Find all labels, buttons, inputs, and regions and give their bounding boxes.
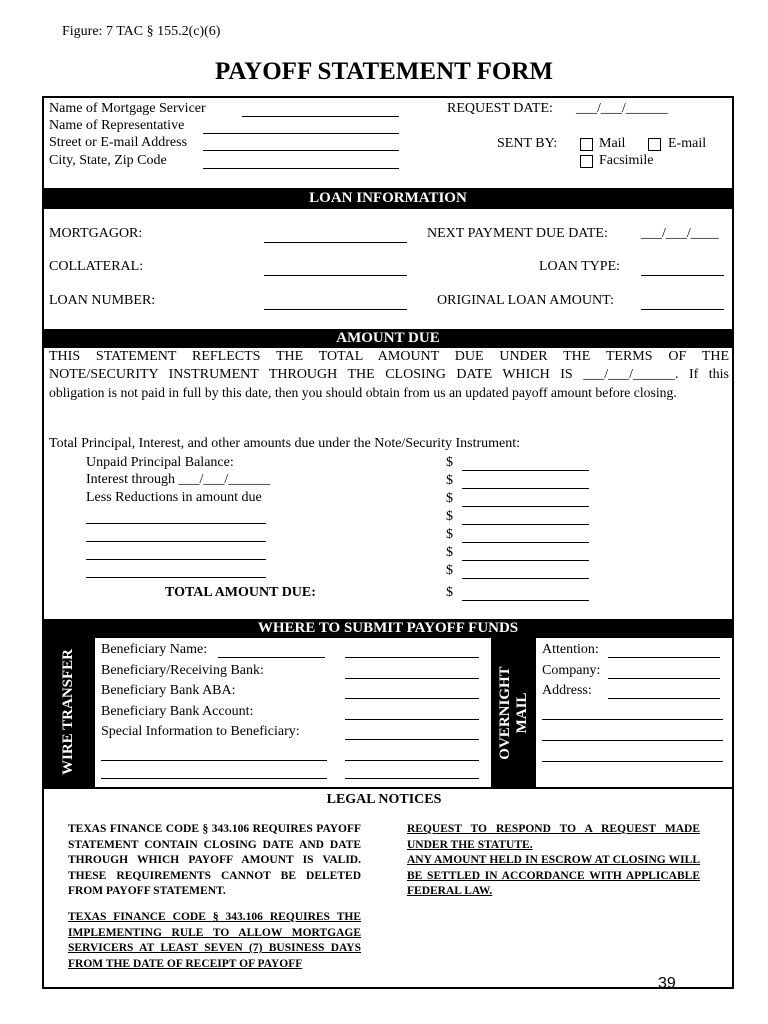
dollar-sign: $	[446, 491, 453, 506]
request-date-label: REQUEST DATE:	[447, 101, 553, 116]
reductions-label: Less Reductions in amount due	[86, 490, 262, 505]
address-line[interactable]	[542, 740, 723, 741]
facsimile-option-label: Facsimile	[599, 153, 654, 168]
legal-heading: LEGAL NOTICES	[326, 792, 442, 807]
interest-through-label: Interest through ___/___/______	[86, 472, 271, 487]
beneficiary-name-label: Beneficiary Name:	[101, 642, 208, 657]
unpaid-principal-label: Unpaid Principal Balance:	[86, 455, 234, 470]
beneficiary-name-field-2[interactable]	[345, 657, 479, 658]
address-label: Street or E-mail Address	[49, 135, 188, 150]
address-field[interactable]	[203, 150, 399, 151]
next-payment-label: NEXT PAYMENT DUE DATE:	[427, 226, 608, 241]
dollar-sign: $	[446, 473, 453, 488]
page-title: PAYOFF STATEMENT FORM	[215, 58, 553, 85]
dollar-sign: $	[446, 563, 453, 578]
special-info-line[interactable]	[101, 778, 327, 779]
amount-field[interactable]	[462, 542, 589, 543]
collateral-field[interactable]	[264, 275, 407, 276]
legal-right-para-1: REQUEST TO RESPOND TO A REQUEST MADE UNDER THE STATUTE.	[407, 823, 700, 851]
bank-account-label: Beneficiary Bank Account:	[101, 704, 254, 719]
amount-field[interactable]	[462, 488, 589, 489]
reduction-line[interactable]	[86, 541, 266, 542]
facsimile-checkbox[interactable]	[580, 155, 593, 168]
mortgagor-label: MORTGAGOR:	[49, 226, 143, 241]
dollar-sign: $	[446, 545, 453, 560]
address-field-mail[interactable]	[608, 698, 720, 699]
reduction-line[interactable]	[86, 523, 266, 524]
special-info-line[interactable]	[101, 760, 327, 761]
amount-field[interactable]	[462, 506, 589, 507]
bank-account-field[interactable]	[345, 719, 479, 720]
address-label-mail: Address:	[542, 683, 592, 698]
sent-by-label: SENT BY:	[497, 136, 558, 151]
next-payment-field[interactable]: ___/___/____	[641, 226, 719, 241]
amount-field[interactable]	[462, 578, 589, 579]
address-line[interactable]	[542, 719, 723, 720]
dollar-sign: $	[446, 527, 453, 542]
amount-field[interactable]	[462, 524, 589, 525]
company-label: Company:	[542, 663, 601, 678]
loan-info-heading: LOAN INFORMATION	[43, 188, 733, 209]
loan-type-field[interactable]	[641, 275, 724, 276]
dollar-sign: $	[446, 455, 453, 470]
original-amount-field[interactable]	[641, 309, 724, 310]
mortgagor-field[interactable]	[264, 242, 407, 243]
loan-number-field[interactable]	[264, 309, 407, 310]
company-field[interactable]	[608, 678, 720, 679]
loan-number-label: LOAN NUMBER:	[49, 293, 156, 308]
statement-line-2: NOTE/SECURITY INSTRUMENT THROUGH THE CLOSING DATE WHICH IS ___/___/______. If this	[49, 367, 729, 382]
receiving-bank-field[interactable]	[345, 678, 479, 679]
dollar-sign: $	[446, 509, 453, 524]
special-info-field[interactable]	[345, 739, 479, 740]
special-info-label: Special Information to Beneficiary:	[101, 724, 300, 739]
legal-right-para-2: ANY AMOUNT HELD IN ESCROW AT CLOSING WILL BE SETTLED IN ACCORDANCE WITH APPLICABLE FEDERAL LAW.	[407, 854, 700, 897]
servicer-field[interactable]	[242, 116, 399, 117]
servicer-label: Name of Mortgage Servicer	[49, 101, 206, 116]
address-line[interactable]	[542, 761, 723, 762]
funds-heading: WHERE TO SUBMIT PAYOFF FUNDS	[43, 619, 733, 638]
reduction-line[interactable]	[86, 559, 266, 560]
special-info-line[interactable]	[345, 760, 479, 761]
reduction-line[interactable]	[86, 577, 266, 578]
statement-line-3: obligation is not paid in full by this date, then you should obtain from us an updated payoff amount before closing.	[49, 385, 677, 400]
city-field[interactable]	[203, 168, 399, 169]
original-amount-label: ORIGINAL LOAN AMOUNT:	[437, 293, 614, 308]
special-info-line[interactable]	[345, 778, 479, 779]
legal-left-para-1: TEXAS FINANCE CODE § 343.106 REQUIRES PAYOFF STATEMENT CONTAIN CLOSING DATE AND DATE THROUGH WHICH PAYOFF AMOUNT IS VALID. THESE REQUIREMENTS CANNOT BE DELETED FROM PAYOFF STATEMENT.	[68, 823, 361, 897]
email-checkbox[interactable]	[648, 138, 661, 151]
amount-field[interactable]	[462, 470, 589, 471]
attention-field[interactable]	[608, 657, 720, 658]
amount-field[interactable]	[462, 560, 589, 561]
legal-left-para-2: TEXAS FINANCE CODE § 343.106 REQUIRES THE IMPLEMENTING RULE TO ALLOW MORTGAGE SERVICERS AT LEAST SEVEN (7) BUSINESS DAYS FROM THE DATE OF RECEIPT OF PAYOFF	[68, 911, 361, 970]
overnight-mail-label	[497, 638, 531, 788]
email-option-label: E-mail	[668, 136, 707, 151]
bank-aba-field[interactable]	[345, 698, 479, 699]
city-label: City, State, Zip Code	[49, 153, 167, 168]
figure-caption: Figure: 7 TAC § 155.2(c)(6)	[62, 24, 221, 39]
overnight-label-line1: OVERNIGHT	[497, 666, 513, 760]
collateral-label: COLLATERAL:	[49, 259, 144, 274]
request-date-field[interactable]: ___/___/______	[576, 101, 668, 116]
mail-option-label: Mail	[599, 136, 626, 151]
total-amount-label: TOTAL AMOUNT DUE:	[165, 585, 316, 600]
bank-aba-label: Beneficiary Bank ABA:	[101, 683, 236, 698]
total-amount-field[interactable]	[462, 600, 589, 601]
representative-label: Name of Representative	[49, 118, 185, 133]
mail-checkbox[interactable]	[580, 138, 593, 151]
legal-divider	[43, 787, 733, 789]
total-intro: Total Principal, Interest, and other amounts due under the Note/Security Instrument:	[49, 436, 521, 451]
wire-transfer-label: WIRE TRANSFER	[60, 649, 76, 775]
overnight-label-line2: MAIL	[514, 692, 530, 734]
receiving-bank-label: Beneficiary/Receiving Bank:	[101, 663, 264, 678]
loan-type-label: LOAN TYPE:	[539, 259, 621, 274]
dollar-sign: $	[446, 585, 453, 600]
beneficiary-name-field[interactable]	[218, 657, 325, 658]
attention-label: Attention:	[542, 642, 599, 657]
amount-due-heading: AMOUNT DUE	[43, 329, 733, 348]
representative-field[interactable]	[203, 133, 399, 134]
page-number: 39	[658, 975, 676, 992]
statement-line-1: THIS STATEMENT REFLECTS THE TOTAL AMOUNT DUE UNDER THE TERMS OF THE	[49, 349, 729, 364]
